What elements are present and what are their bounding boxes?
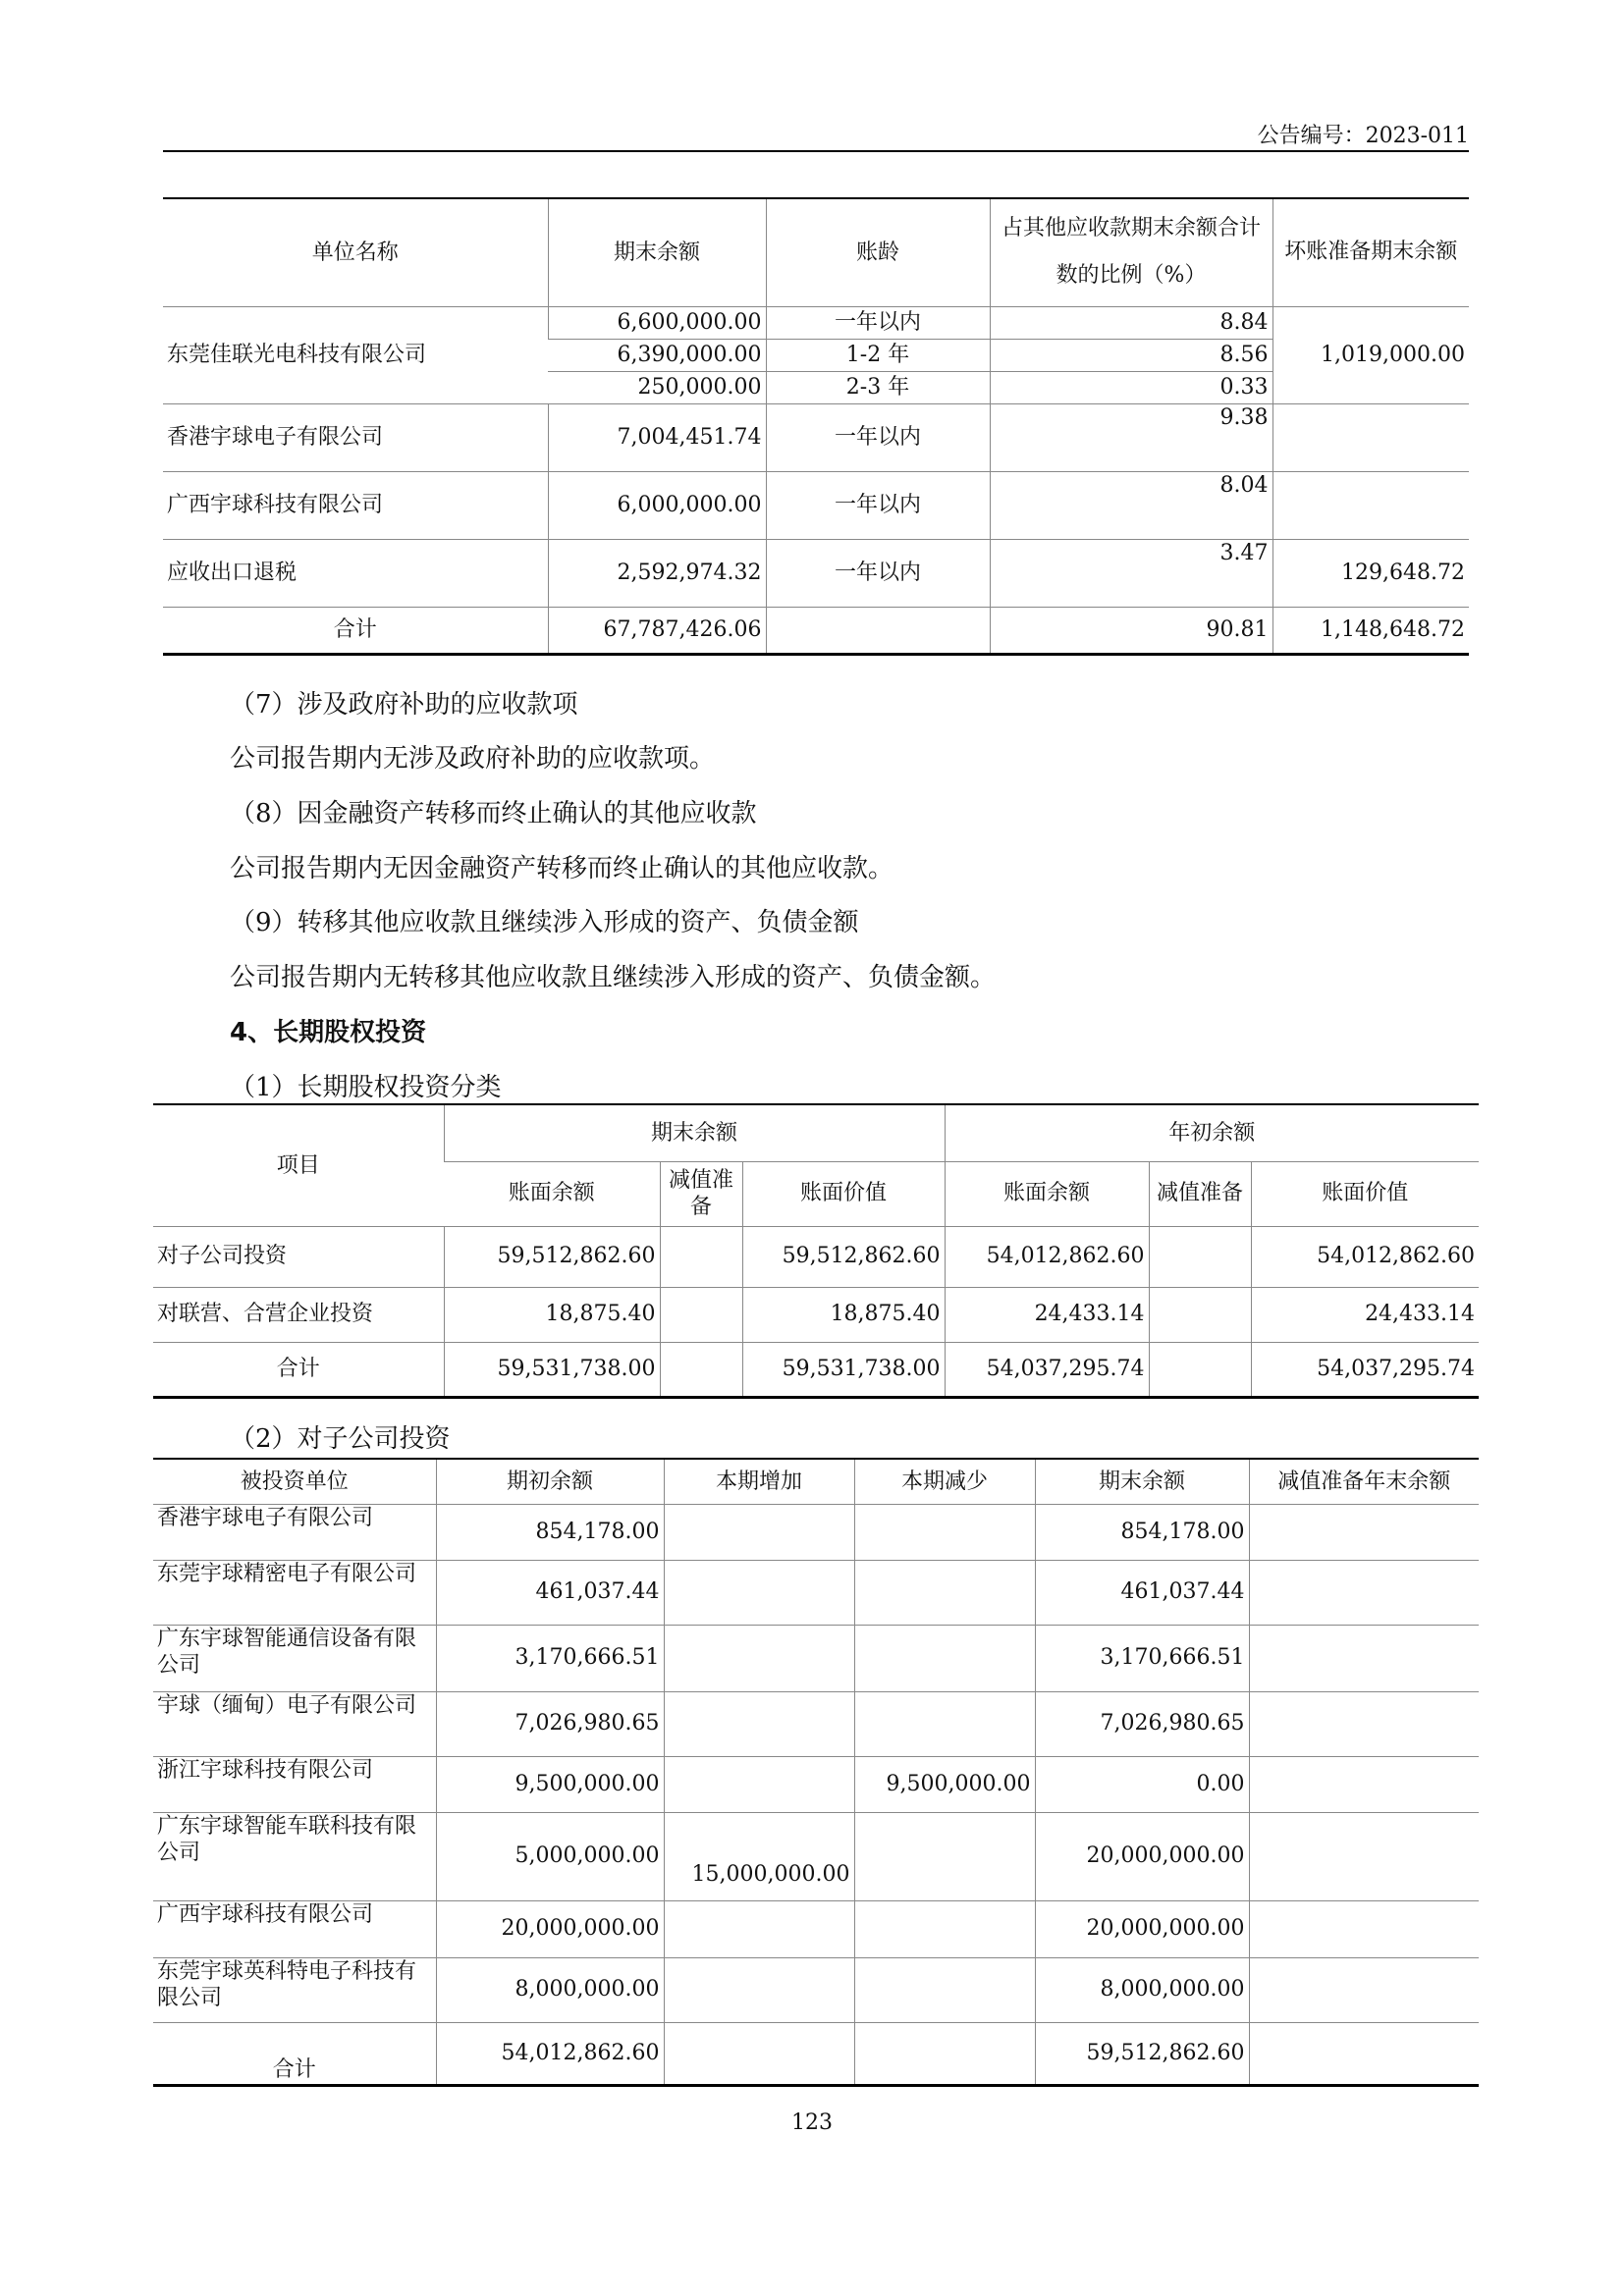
- ratio-cell: 0.33: [990, 371, 1272, 403]
- decrease-cell: [854, 1812, 1035, 1900]
- impairment-cell: [1249, 1756, 1479, 1812]
- total-label: 合计: [153, 2022, 436, 2085]
- total-row: [153, 1342, 1479, 1397]
- decrease-cell: [854, 1691, 1035, 1756]
- end-book-cell: 59,531,738.00: [444, 1342, 660, 1397]
- empty-cell: [766, 607, 990, 654]
- table-row: [163, 403, 1469, 471]
- investee-name: 广东宇球智能通信设备有限公司: [153, 1625, 436, 1691]
- begin-cell: 8,000,000.00: [436, 1957, 664, 2022]
- table-row: [153, 1691, 1479, 1756]
- col-header-book-balance: 账面余额: [444, 1161, 660, 1226]
- table-row: [153, 1287, 1479, 1342]
- age-cell: 一年以内: [766, 403, 990, 471]
- item8-heading: （8）因金融资产转移而终止确认的其他应收款: [230, 799, 757, 828]
- col-header-ratio: 占其他应收款期末余额合计数的比例（%）: [990, 198, 1272, 306]
- begin-impair-cell: [1149, 1342, 1251, 1397]
- end-impair-cell: [660, 1226, 742, 1287]
- end-book-cell: 18,875.40: [444, 1287, 660, 1342]
- provision-cell: [1272, 403, 1469, 471]
- table-row: [153, 1560, 1479, 1625]
- total-label: 合计: [163, 607, 548, 654]
- increase-cell: 15,000,000.00: [664, 1812, 854, 1900]
- impairment-cell: [1249, 1560, 1479, 1625]
- end-cell: 20,000,000.00: [1035, 1812, 1249, 1900]
- investee-name: 东莞宇球精密电子有限公司: [153, 1560, 436, 1625]
- ratio-cell: 3.47: [990, 539, 1272, 607]
- amount-cell: 6,000,000.00: [548, 471, 766, 539]
- section-4-1-heading: （1）长期股权投资分类: [230, 1073, 502, 1102]
- increase-cell: [664, 1900, 854, 1957]
- impairment-cell: [1249, 1957, 1479, 2022]
- end-cell: 0.00: [1035, 1756, 1249, 1812]
- age-cell: 1-2 年: [766, 339, 990, 371]
- table-row: [163, 306, 1469, 339]
- age-cell: 一年以内: [766, 306, 990, 339]
- table-header-row: [153, 1459, 1479, 1504]
- begin-cell: 54,012,862.60: [436, 2022, 664, 2085]
- end-impair-cell: [660, 1287, 742, 1342]
- col-header-end: 期末余额: [1035, 1459, 1249, 1504]
- unit-name: 应收出口退税: [163, 539, 548, 607]
- col-header-impairment: 减值准备年末余额: [1249, 1459, 1479, 1504]
- increase-cell: [664, 2022, 854, 2085]
- table-row: [153, 1756, 1479, 1812]
- table-header-row: [163, 198, 1469, 306]
- table-row: [153, 1625, 1479, 1691]
- end-value-cell: 18,875.40: [742, 1287, 945, 1342]
- table-row: [153, 1957, 1479, 2022]
- table-row: [153, 1504, 1479, 1560]
- end-impair-cell: [660, 1342, 742, 1397]
- increase-cell: [664, 1691, 854, 1756]
- col-header-begin: 期初余额: [436, 1459, 664, 1504]
- begin-cell: 854,178.00: [436, 1504, 664, 1560]
- item7-body: 公司报告期内无涉及政府补助的应收款项。: [230, 744, 716, 774]
- amount-cell: 6,390,000.00: [548, 339, 766, 371]
- section-4-heading: 4、长期股权投资: [230, 1018, 427, 1047]
- begin-cell: 461,037.44: [436, 1560, 664, 1625]
- provision-cell: 1,019,000.00: [1272, 306, 1469, 403]
- table-row: [153, 1226, 1479, 1287]
- investee-name: 香港宇球电子有限公司: [153, 1504, 436, 1560]
- unit-name: 东莞佳联光电科技有限公司: [163, 306, 548, 403]
- end-book-cell: 59,512,862.60: [444, 1226, 660, 1287]
- item-name: 对子公司投资: [153, 1226, 444, 1287]
- age-cell: 2-3 年: [766, 371, 990, 403]
- ratio-cell: 8.04: [990, 471, 1272, 539]
- decrease-cell: [854, 1560, 1035, 1625]
- page-number: 123: [791, 2110, 833, 2135]
- col-header-item: 项目: [153, 1104, 444, 1226]
- begin-cell: 9,500,000.00: [436, 1756, 664, 1812]
- col-header-book-balance: 账面余额: [945, 1161, 1149, 1226]
- col-header-provision: 坏账准备期末余额: [1272, 198, 1469, 306]
- item-name: 对联营、合营企业投资: [153, 1287, 444, 1342]
- item9-heading: （9）转移其他应收款且继续涉入形成的资产、负债金额: [230, 908, 859, 937]
- item7-heading: （7）涉及政府补助的应收款项: [230, 690, 578, 720]
- total-row: [153, 2022, 1479, 2085]
- increase-cell: [664, 1504, 854, 1560]
- ratio-cell: 8.84: [990, 306, 1272, 339]
- col-header-impairment: 减值准备: [660, 1161, 742, 1226]
- amount-cell: 2,592,974.32: [548, 539, 766, 607]
- end-cell: 854,178.00: [1035, 1504, 1249, 1560]
- ratio-cell: 8.56: [990, 339, 1272, 371]
- begin-cell: 7,026,980.65: [436, 1691, 664, 1756]
- col-header-investee: 被投资单位: [153, 1459, 436, 1504]
- end-cell: 8,000,000.00: [1035, 1957, 1249, 2022]
- end-cell: 461,037.44: [1035, 1560, 1249, 1625]
- unit-name: 广西宇球科技有限公司: [163, 471, 548, 539]
- total-ratio: 90.81: [990, 607, 1272, 654]
- begin-cell: 3,170,666.51: [436, 1625, 664, 1691]
- unit-name: 香港宇球电子有限公司: [163, 403, 548, 471]
- impairment-cell: [1249, 1625, 1479, 1691]
- amount-cell: 250,000.00: [548, 371, 766, 403]
- begin-book-cell: 24,433.14: [945, 1287, 1149, 1342]
- announcement-number: 公告编号：2023-011: [1257, 124, 1469, 148]
- total-label: 合计: [153, 1342, 444, 1397]
- col-header-increase: 本期增加: [664, 1459, 854, 1504]
- begin-value-cell: 24,433.14: [1251, 1287, 1479, 1342]
- section-4-2-heading: （2）对子公司投资: [230, 1424, 451, 1454]
- impairment-cell: [1249, 1691, 1479, 1756]
- begin-impair-cell: [1149, 1226, 1251, 1287]
- table-row: [163, 539, 1469, 607]
- subsidiary-investment-table: [153, 1458, 1479, 2087]
- total-amount: 67,787,426.06: [548, 607, 766, 654]
- col-header-amount: 期末余额: [548, 198, 766, 306]
- col-header-impairment: 减值准备: [1149, 1161, 1251, 1226]
- amount-cell: 7,004,451.74: [548, 403, 766, 471]
- provision-cell: [1272, 471, 1469, 539]
- col-header-end-balance: 期末余额: [444, 1104, 945, 1161]
- begin-book-cell: 54,012,862.60: [945, 1226, 1149, 1287]
- end-cell: 7,026,980.65: [1035, 1691, 1249, 1756]
- decrease-cell: [854, 1957, 1035, 2022]
- end-value-cell: 59,531,738.00: [742, 1342, 945, 1397]
- page-header: [163, 115, 1469, 152]
- decrease-cell: [854, 1625, 1035, 1691]
- table-row: [153, 1900, 1479, 1957]
- ratio-cell: 9.38: [990, 403, 1272, 471]
- impairment-cell: [1249, 2022, 1479, 2085]
- begin-value-cell: 54,012,862.60: [1251, 1226, 1479, 1287]
- begin-book-cell: 54,037,295.74: [945, 1342, 1149, 1397]
- increase-cell: [664, 1560, 854, 1625]
- col-header-age: 账龄: [766, 198, 990, 306]
- decrease-cell: [854, 1900, 1035, 1957]
- item9-body: 公司报告期内无转移其他应收款且继续涉入形成的资产、负债金额。: [230, 963, 997, 992]
- end-cell: 59,512,862.60: [1035, 2022, 1249, 2085]
- col-header-book-value: 账面价值: [1251, 1161, 1479, 1226]
- investee-name: 广东宇球智能车联科技有限公司: [153, 1812, 436, 1900]
- impairment-cell: [1249, 1504, 1479, 1560]
- increase-cell: [664, 1756, 854, 1812]
- col-header-unit: 单位名称: [163, 198, 548, 306]
- investee-name: 东莞宇球英科特电子科技有限公司: [153, 1957, 436, 2022]
- item8-body: 公司报告期内无因金融资产转移而终止确认的其他应收款。: [230, 854, 894, 883]
- begin-cell: 5,000,000.00: [436, 1812, 664, 1900]
- end-cell: 20,000,000.00: [1035, 1900, 1249, 1957]
- provision-cell: 129,648.72: [1272, 539, 1469, 607]
- investee-name: 浙江宇球科技有限公司: [153, 1756, 436, 1812]
- investee-name: 广西宇球科技有限公司: [153, 1900, 436, 1957]
- investee-name: 宇球（缅甸）电子有限公司: [153, 1691, 436, 1756]
- begin-cell: 20,000,000.00: [436, 1900, 664, 1957]
- decrease-cell: 9,500,000.00: [854, 1756, 1035, 1812]
- table-row: [163, 471, 1469, 539]
- col-header-decrease: 本期减少: [854, 1459, 1035, 1504]
- increase-cell: [664, 1625, 854, 1691]
- total-provision: 1,148,648.72: [1272, 607, 1469, 654]
- begin-value-cell: 54,037,295.74: [1251, 1342, 1479, 1397]
- other-receivables-table: [163, 197, 1469, 656]
- end-value-cell: 59,512,862.60: [742, 1226, 945, 1287]
- impairment-cell: [1249, 1900, 1479, 1957]
- col-header-begin-balance: 年初余额: [945, 1104, 1479, 1161]
- impairment-cell: [1249, 1812, 1479, 1900]
- increase-cell: [664, 1957, 854, 2022]
- age-cell: 一年以内: [766, 539, 990, 607]
- long-term-equity-table: [153, 1103, 1479, 1399]
- table-header-row: [153, 1104, 1479, 1161]
- decrease-cell: [854, 2022, 1035, 2085]
- table-row: [153, 1812, 1479, 1900]
- age-cell: 一年以内: [766, 471, 990, 539]
- total-row: [163, 607, 1469, 654]
- decrease-cell: [854, 1504, 1035, 1560]
- col-header-book-value: 账面价值: [742, 1161, 945, 1226]
- end-cell: 3,170,666.51: [1035, 1625, 1249, 1691]
- amount-cell: 6,600,000.00: [548, 306, 766, 339]
- begin-impair-cell: [1149, 1287, 1251, 1342]
